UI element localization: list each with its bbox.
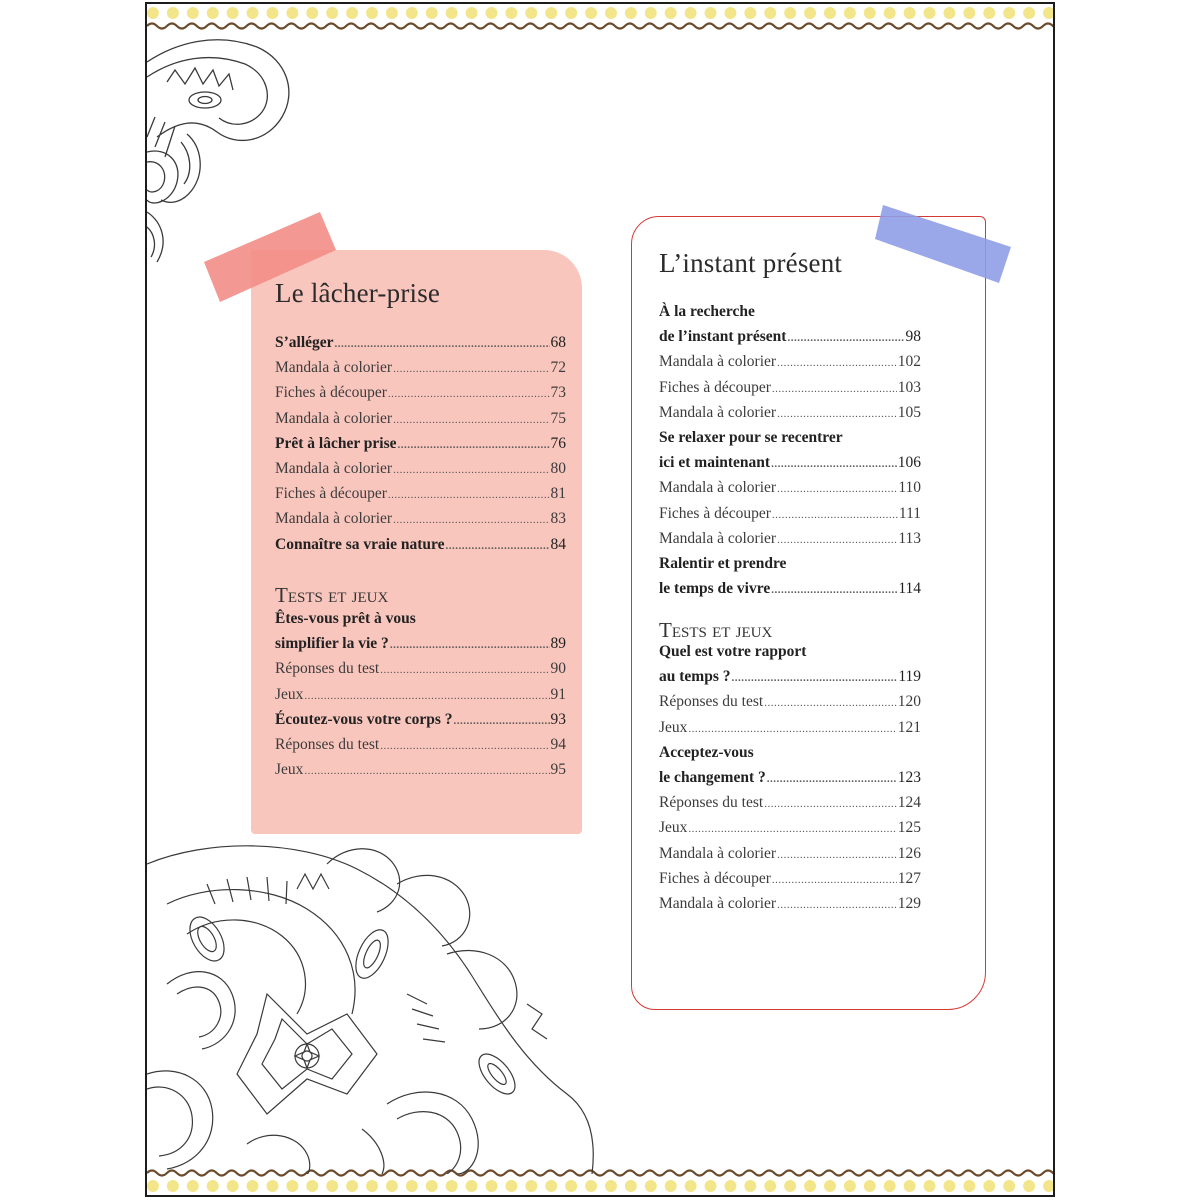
toc-entry-page-number: 76 — [550, 434, 566, 452]
border-dot — [227, 7, 239, 19]
border-dot — [505, 7, 517, 19]
toc-entry-label: Acceptez-vous — [659, 743, 754, 761]
panel-title: L’instant présent — [659, 248, 843, 278]
toc-entry — [275, 660, 566, 685]
toc-entry-label: Connaître sa vraie nature — [275, 535, 445, 553]
toc-entry-label: Fiches à découper — [659, 504, 771, 522]
toc-entry — [659, 870, 921, 895]
border-dot — [446, 7, 458, 19]
toc-entry-label: Écoutez-vous votre corps ? — [275, 710, 453, 728]
border-dot — [884, 7, 896, 19]
toc-entry — [275, 736, 566, 761]
border-dot — [804, 1180, 816, 1192]
border-dot — [306, 1180, 318, 1192]
toc-entry-label: de l’instant présent — [659, 328, 787, 346]
section-title-tests: Tests et jeux — [659, 618, 773, 642]
border-dot — [924, 1180, 936, 1192]
toc-entry-page-number: 90 — [550, 660, 566, 678]
toc-entry-page-number: 103 — [897, 378, 921, 396]
pink-tape-decoration — [200, 204, 340, 304]
toc-entry — [659, 693, 921, 718]
toc-entry-label: Réponses du test — [275, 660, 380, 678]
border-dot — [286, 7, 298, 19]
toc-entry-label: Mandala à colorier — [659, 403, 777, 421]
toc-entry-page-number: 125 — [897, 819, 921, 837]
border-dot — [406, 1180, 418, 1192]
border-dot — [366, 7, 378, 19]
toc-entry-page-number: 119 — [898, 668, 921, 686]
toc-entry — [275, 711, 566, 736]
toc-entry — [659, 479, 921, 504]
toc-entry-label: Mandala à colorier — [275, 510, 393, 528]
border-dot — [884, 1180, 896, 1192]
dot-leader — [454, 715, 550, 727]
border-dot — [585, 1180, 597, 1192]
toc-entry-page-number: 95 — [550, 761, 566, 779]
toc-entry — [659, 328, 921, 353]
border-dot — [147, 7, 159, 19]
dot-leader — [380, 740, 549, 752]
toc-entry-page-number: 127 — [897, 869, 921, 887]
toc-entry-label: Mandala à colorier — [275, 359, 393, 377]
border-dot — [963, 7, 975, 19]
border-dot — [705, 7, 717, 19]
dot-leader — [731, 672, 897, 684]
toc-entry-page-number: 83 — [550, 510, 566, 528]
border-dot — [1003, 7, 1015, 19]
toc-entry-page-number: 102 — [897, 353, 921, 371]
toc-entry-page-number: 106 — [897, 454, 921, 472]
toc-entry-page-number: 73 — [550, 384, 566, 402]
toc-entry-label: Ralentir et prendre — [659, 554, 787, 572]
toc-entry-page-number: 84 — [550, 535, 566, 553]
toc-entry-page-number: 113 — [898, 529, 921, 547]
toc-entry-label: Mandala à colorier — [275, 409, 393, 427]
toc-entry-label: Jeux — [275, 685, 304, 703]
dot-leader — [764, 697, 897, 709]
toc-entry — [275, 334, 566, 359]
border-dot — [864, 1180, 876, 1192]
toc-entry-page-number: 68 — [550, 334, 566, 351]
toc-entry — [275, 610, 566, 635]
border-dot — [326, 1180, 338, 1192]
toc-entry — [659, 303, 921, 328]
border-dot — [1043, 1180, 1053, 1192]
toc-entry — [659, 429, 921, 454]
toc-list-tests — [659, 643, 921, 920]
toc-entry — [659, 379, 921, 404]
border-dot — [864, 7, 876, 19]
toc-entry — [659, 555, 921, 580]
border-dot — [426, 7, 438, 19]
border-dot — [705, 1180, 717, 1192]
border-dot — [386, 7, 398, 19]
toc-entry-label: Êtes-vous prêt à vous — [275, 610, 416, 627]
toc-entry — [275, 761, 566, 786]
border-dot — [963, 1180, 975, 1192]
toc-entry-label: Réponses du test — [275, 735, 380, 753]
dot-leader — [393, 363, 549, 375]
toc-entry-page-number: 81 — [550, 485, 566, 503]
toc-panel-lacher-prise — [251, 250, 582, 834]
border-dot — [187, 1180, 199, 1192]
toc-entry-label: Jeux — [659, 718, 688, 736]
border-dot — [565, 1180, 577, 1192]
toc-entry — [275, 410, 566, 435]
border-dot — [1003, 1180, 1015, 1192]
border-dot — [486, 1180, 498, 1192]
toc-entry — [275, 435, 566, 460]
toc-entry-page-number: 129 — [897, 894, 921, 912]
border-dot — [943, 1180, 955, 1192]
border-dot — [685, 1180, 697, 1192]
border-dot — [665, 1180, 677, 1192]
border-dot — [724, 7, 736, 19]
border-dot — [904, 7, 916, 19]
toc-entry-label: le temps de vivre — [659, 580, 771, 598]
dot-leader — [771, 458, 897, 470]
border-dot — [545, 7, 557, 19]
toc-entry-label: À la recherche — [659, 303, 755, 320]
dot-leader — [304, 690, 549, 702]
toc-entry — [275, 635, 566, 660]
border-dot — [1023, 1180, 1035, 1192]
border-dot — [266, 7, 278, 19]
toc-entry-page-number: 75 — [550, 409, 566, 427]
border-dot — [167, 1180, 179, 1192]
book-page — [145, 2, 1055, 1197]
border-dot — [685, 7, 697, 19]
toc-entry-page-number: 105 — [897, 403, 921, 421]
dot-leader — [777, 534, 897, 546]
border-dot — [426, 1180, 438, 1192]
toc-entry-page-number: 120 — [897, 693, 921, 711]
border-dot — [784, 1180, 796, 1192]
toc-entry — [275, 460, 566, 485]
border-dot — [247, 1180, 259, 1192]
toc-entry — [659, 895, 921, 920]
toc-entry — [659, 643, 921, 668]
toc-entry-page-number: 123 — [897, 768, 921, 786]
dot-row-bottom — [147, 1180, 1053, 1192]
border-dot — [585, 7, 597, 19]
toc-entry — [659, 769, 921, 794]
toc-entry-label: ici et maintenant — [659, 454, 771, 472]
border-dot — [486, 7, 498, 19]
border-dot — [565, 7, 577, 19]
border-dot — [266, 1180, 278, 1192]
dot-leader — [388, 489, 550, 501]
border-dot — [665, 7, 677, 19]
toc-entry-label: Réponses du test — [659, 794, 764, 812]
border-dot — [645, 1180, 657, 1192]
toc-entry — [659, 668, 921, 693]
border-dot — [844, 1180, 856, 1192]
border-dot — [466, 1180, 478, 1192]
toc-entry-label: Mandala à colorier — [659, 479, 777, 497]
border-dot — [605, 7, 617, 19]
border-dot — [286, 1180, 298, 1192]
border-dot — [645, 7, 657, 19]
border-dot — [366, 1180, 378, 1192]
toc-entry — [659, 794, 921, 819]
border-dot — [605, 1180, 617, 1192]
toc-entry-page-number: 124 — [897, 794, 921, 812]
dot-leader — [688, 823, 896, 835]
toc-panel-instant-present — [631, 216, 986, 1010]
toc-entry-label: Jeux — [275, 761, 304, 779]
dot-leader — [388, 388, 550, 400]
toc-entry-label: simplifier la vie ? — [275, 635, 389, 653]
border-dot — [625, 7, 637, 19]
border-dot — [983, 1180, 995, 1192]
dot-leader — [777, 849, 897, 861]
toc-list-tests — [275, 610, 566, 786]
toc-entry — [659, 719, 921, 744]
toc-entry-label: Mandala à colorier — [659, 894, 777, 912]
toc-entry-label: Mandala à colorier — [659, 529, 777, 547]
toc-entry-page-number: 94 — [550, 735, 566, 753]
border-dot — [386, 1180, 398, 1192]
border-dot — [505, 1180, 517, 1192]
border-dot — [764, 1180, 776, 1192]
toc-entry — [275, 510, 566, 535]
toc-entry — [659, 744, 921, 769]
toc-entry — [659, 530, 921, 555]
border-dot — [724, 1180, 736, 1192]
border-dot — [844, 7, 856, 19]
dot-leader — [446, 540, 550, 552]
toc-entry-label: Fiches à découper — [275, 384, 387, 402]
toc-entry-label: au temps ? — [659, 668, 731, 686]
dot-leader — [777, 408, 897, 420]
border-dot — [1043, 7, 1053, 19]
dot-leader — [390, 639, 550, 651]
toc-entry-label: Mandala à colorier — [275, 459, 393, 477]
toc-entry-page-number: 93 — [550, 710, 566, 728]
border-dot — [525, 1180, 537, 1192]
border-dot — [804, 7, 816, 19]
toc-entry — [659, 845, 921, 870]
toc-entry — [275, 485, 566, 510]
dot-leader — [777, 483, 897, 495]
dot-leader — [772, 509, 898, 521]
border-dot — [466, 7, 478, 19]
border-dot — [326, 7, 338, 19]
dot-leader — [398, 439, 550, 451]
toc-entry-page-number: 91 — [550, 685, 566, 703]
toc-entry — [275, 384, 566, 409]
border-dot — [744, 1180, 756, 1192]
toc-entry-label: Prêt à lâcher prise — [275, 434, 397, 452]
dot-leader — [777, 357, 897, 369]
border-dot — [764, 7, 776, 19]
border-dot — [904, 1180, 916, 1192]
dot-leader — [688, 723, 896, 735]
toc-entry — [659, 580, 921, 605]
dot-leader — [772, 383, 897, 395]
border-dot — [227, 1180, 239, 1192]
dot-leader — [393, 414, 549, 426]
toc-entry-page-number: 72 — [550, 359, 566, 377]
border-dot — [625, 1180, 637, 1192]
border-dot — [406, 7, 418, 19]
panel-title: Le lâcher-prise — [275, 278, 441, 308]
toc-entry — [659, 404, 921, 429]
dot-leader — [764, 798, 897, 810]
toc-entry-label: le changement ? — [659, 768, 766, 786]
border-dot — [147, 1180, 159, 1192]
toc-entry-page-number: 98 — [905, 328, 921, 346]
toc-entry-label: Réponses du test — [659, 693, 764, 711]
toc-entry — [275, 536, 566, 561]
toc-entry-page-number: 114 — [898, 580, 921, 598]
toc-entry-label: Fiches à découper — [275, 485, 387, 503]
border-dot — [1023, 7, 1035, 19]
toc-entry-label: Se relaxer pour se recentrer — [659, 428, 843, 446]
toc-list-main — [659, 303, 921, 605]
toc-entry-label: Fiches à découper — [659, 869, 771, 887]
border-dot — [247, 7, 259, 19]
dot-leader — [777, 899, 897, 911]
toc-entry — [275, 359, 566, 384]
border-dot — [346, 1180, 358, 1192]
toc-entry-page-number: 121 — [897, 718, 921, 736]
dot-leader — [787, 332, 904, 344]
toc-list-main — [275, 334, 566, 561]
toc-entry-label: Jeux — [659, 819, 688, 837]
section-title-tests: Tests et jeux — [275, 583, 389, 607]
dot-leader — [393, 514, 549, 526]
toc-entry-label: Mandala à colorier — [659, 353, 777, 371]
border-dot — [824, 7, 836, 19]
border-dot — [207, 1180, 219, 1192]
toc-entry-label: Mandala à colorier — [659, 844, 777, 862]
dot-row-top — [147, 7, 1053, 19]
toc-entry-page-number: 111 — [898, 504, 921, 522]
toc-entry-page-number: 110 — [898, 479, 921, 497]
mandala-corner-bottom-icon — [147, 844, 597, 1174]
toc-entry-label: Quel est votre rapport — [659, 643, 807, 660]
dot-leader — [380, 664, 549, 676]
dot-leader — [767, 773, 897, 785]
dot-leader — [304, 765, 549, 777]
toc-entry-page-number: 126 — [897, 844, 921, 862]
border-dot — [545, 1180, 557, 1192]
border-dot — [306, 7, 318, 19]
toc-entry-page-number: 89 — [550, 635, 566, 653]
border-dot — [207, 7, 219, 19]
dot-leader — [393, 464, 549, 476]
toc-entry-label: Fiches à découper — [659, 378, 771, 396]
border-dot — [824, 1180, 836, 1192]
border-dot — [446, 1180, 458, 1192]
toc-entry — [659, 819, 921, 844]
border-dot — [346, 7, 358, 19]
blue-tape-decoration — [875, 199, 1015, 289]
border-dot — [924, 7, 936, 19]
border-dot — [187, 7, 199, 19]
border-dot — [167, 7, 179, 19]
border-dot — [943, 7, 955, 19]
toc-entry-page-number: 80 — [550, 459, 566, 477]
toc-entry — [659, 505, 921, 530]
toc-entry-label: S’alléger — [275, 334, 334, 351]
border-dot — [784, 7, 796, 19]
dot-leader — [771, 584, 897, 596]
toc-entry — [659, 454, 921, 479]
border-dot — [525, 7, 537, 19]
border-dot — [744, 7, 756, 19]
toc-entry — [275, 686, 566, 711]
toc-entry — [659, 353, 921, 378]
border-dot — [983, 7, 995, 19]
dot-leader — [335, 338, 550, 350]
dot-leader — [772, 874, 897, 886]
